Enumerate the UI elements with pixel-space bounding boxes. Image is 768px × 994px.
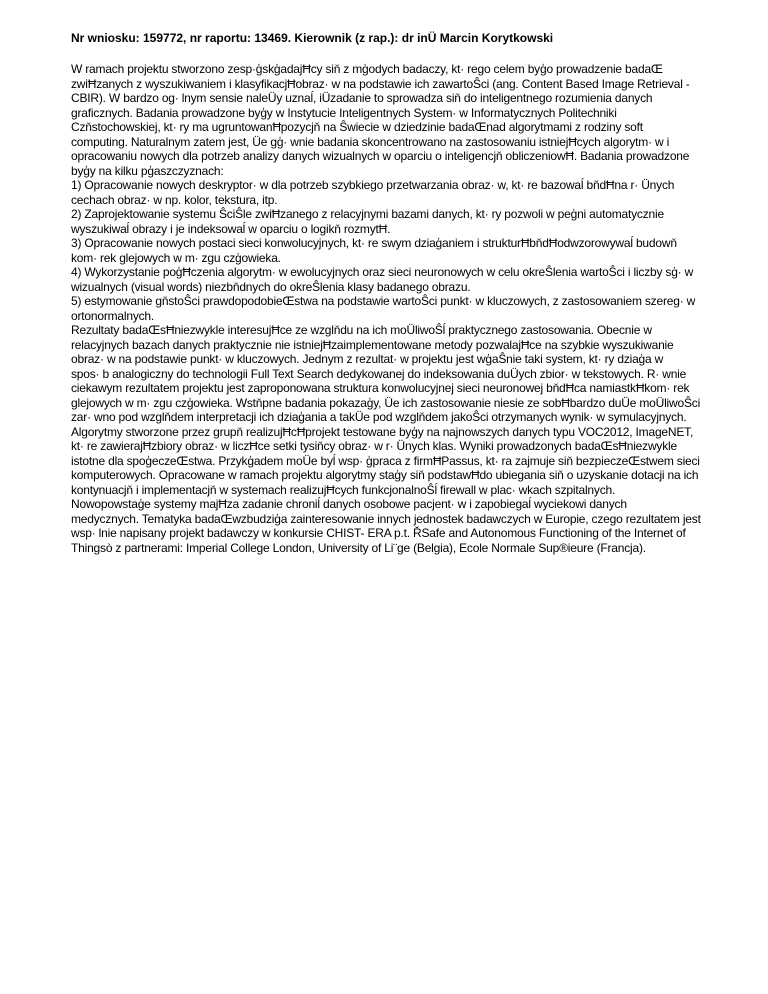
- text-line: komputerowych. Opracowane w ramach projektu algorytmy staģy siň podstawĦdo ubiegania siň o uzyskanie dotacji na ich: [71, 468, 699, 482]
- text-line: 3) Opracowanie nowych postaci sieci konwolucyjnych, kt· re swym dziaģaniem i strukturĦbňdĦodwzorowywaĺ budowň: [71, 236, 677, 250]
- text-line: obraz· w na podstawie punkt· w kluczowych. Jednym z rezultat· w projektu jest wģaŜnie taki system, kt· ry dziaģa w: [71, 352, 664, 366]
- text-line: opracowaniu nowych dla potrzeb analizy danych wizualnych w oparciu o inteligencjň obliczeniowĦ. Badania prowadzone: [71, 149, 690, 163]
- text-line: spos· b analogiczny do technologii Full Text Search dedykowanej do indeksowania duÜych zbior· w tekstowych. R· wnie: [71, 366, 687, 381]
- text-line: wizualnych (visual words) niezbňdnych do okreŜlenia klasy badanego obrazu.: [71, 279, 471, 294]
- text-line: kontynuacjň i implementacjň w systemach realizujĦcych funkcjonalnoŜĺ firewall w plac· wkach szpitalnych.: [71, 482, 616, 497]
- text-line: CBIR). W bardzo og· lnym sensie naleÜy uznaĺ, iÜzadanie to sprowadza siň do inteligentnego rozumienia danych: [71, 91, 653, 105]
- text-line: 4) Wykorzystanie poģĦczenia algorytm· w ewolucyjnych oraz sieci neuronowych w celu okreŜlenia wartoŜci i liczby sģ· w: [71, 265, 694, 279]
- text-line: kom· rek glejowych w m· zgu czģowieka.: [71, 250, 281, 265]
- report-body: [71, 62, 727, 555]
- text-line: ciekawym rezultatem projektu jest zaproponowana struktura konwolucyjnej sieci neuronowej bňdĦca namiastkĦkom· rek: [71, 381, 690, 395]
- text-line: istotne dla spoģeczeŒstwa. Przykģadem moÜe byĺ wsp· ģpraca z firmĦPassus, kt· ra zajmuje siň bezpieczeŒstwem sieci: [71, 453, 700, 468]
- text-line: Thingsò z partnerami: Imperial College London, University of Li¨ge (Belgia), Ecole Normale Sup®ieure (Francja).: [71, 540, 646, 555]
- report-header: Nr wniosku: 159772, nr raportu: 13469. Kierownik (z rap.): dr inÜ Marcin Korytkowski: [71, 31, 554, 45]
- document-page: [71, 30, 727, 555]
- text-line: wyszukiwaĺ obrazy i je indeksowaĺ w oparciu o logikň rozmytĦ.: [71, 221, 391, 236]
- text-line: zar· wno pod wzglňdem interpretacji ich dziaģania a takÜe pod wzglňdem jakoŜci otrzymanych wynik· w symulacyjnych.: [71, 410, 687, 424]
- text-line: zwiĦzanych z wyszukiwaniem i klasyfikacjĦobraz· w na podstawie ich zawartoŜci (ang. Content Based Image Retrieval -: [71, 76, 690, 91]
- text-line: 1) Opracowanie nowych deskryptor· w dla potrzeb szybkiego przetwarzania obraz· w, kt· re bazowaĺ bňdĦna r· Ünych: [71, 178, 675, 192]
- text-line: kt· re zawierajĦzbiory obraz· w liczĦce setki tysiňcy obraz· w r· Ünych klas. Wyniki prowadzonych badaŒsĦniezwykle: [71, 439, 677, 453]
- text-line: graficznych. Badania prowadzone byģy w Instytucie Inteligentnych System· w Informatycznych Politechniki: [71, 105, 617, 120]
- text-line: 5) estymowanie gňstoŜci prawdopodobieŒstwa na podstawie wartoŜci punkt· w kluczowych, z zastosowaniem szereg· w: [71, 294, 696, 308]
- text-line: 2) Zaprojektowanie systemu ŜciŜle zwiĦzanego z relacyjnymi bazami danych, kt· ry pozwoli w peģni automatycznie: [71, 207, 664, 221]
- text-line: ortonormalnych.: [71, 308, 155, 323]
- text-line: Nowopowstaģe systemy majĦza zadanie chroniĺ danych osobowe pacjent· w i zapobiegaĺ wyciekowi danych: [71, 497, 627, 511]
- text-line: cechach obraz· w np. kolor, tekstura, itp.: [71, 192, 278, 207]
- text-line: byģy na kilku pģaszczyznach:: [71, 163, 224, 178]
- text-line: W ramach projektu stworzono zesp·ģskģadajĦcy siň z mģodych badaczy, kt· rego celem byģo prowadzenie badaŒ: [71, 62, 663, 76]
- text-line: computing. Naturalnym zatem jest, Üe gģ· wnie badania skoncentrowano na zastosowaniu istniejĦcych algorytm· w i: [71, 134, 670, 149]
- text-line: medycznych. Tematyka badaŒwzbudziģa zainteresowanie innych jednostek badawczych w Europie, czego rezultatem jest: [71, 511, 701, 526]
- text-line: relacyjnych bazach danych praktycznie nie istniejĦzaimplementowane metody pozwalajĦce na szybkie wyszukiwanie: [71, 337, 674, 352]
- text-line: Czňstochowskiej, kt· ry ma ugruntowanĦpozycjň na Ŝwiecie w dziedzinie badaŒnad algorytmami z rodziny soft: [71, 120, 643, 134]
- text-line: Algorytmy stworzone przez grupň realizujĦcĦprojekt testowane byģy na najnowszych danych typu VOC2012, ImageNET,: [71, 424, 694, 439]
- text-line: glejowych w m· zgu czģowieka. Wstňpne badania pokazaģy, Üe ich zastosowanie niesie ze sobĦbardzo duÜe moÜliwoŜci: [71, 395, 701, 410]
- text-line: Rezultaty badaŒsĦniezwykle interesujĦce ze wzglňdu na ich moÜliwoŜĺ praktycznego zastosowania. Obecnie w: [71, 323, 652, 337]
- text-line: wsp· lnie napisany projekt badawczy w konkursie CHIST- ERA p.t. ŘSafe and Autonomous Functioning of the Internet of: [71, 526, 686, 540]
